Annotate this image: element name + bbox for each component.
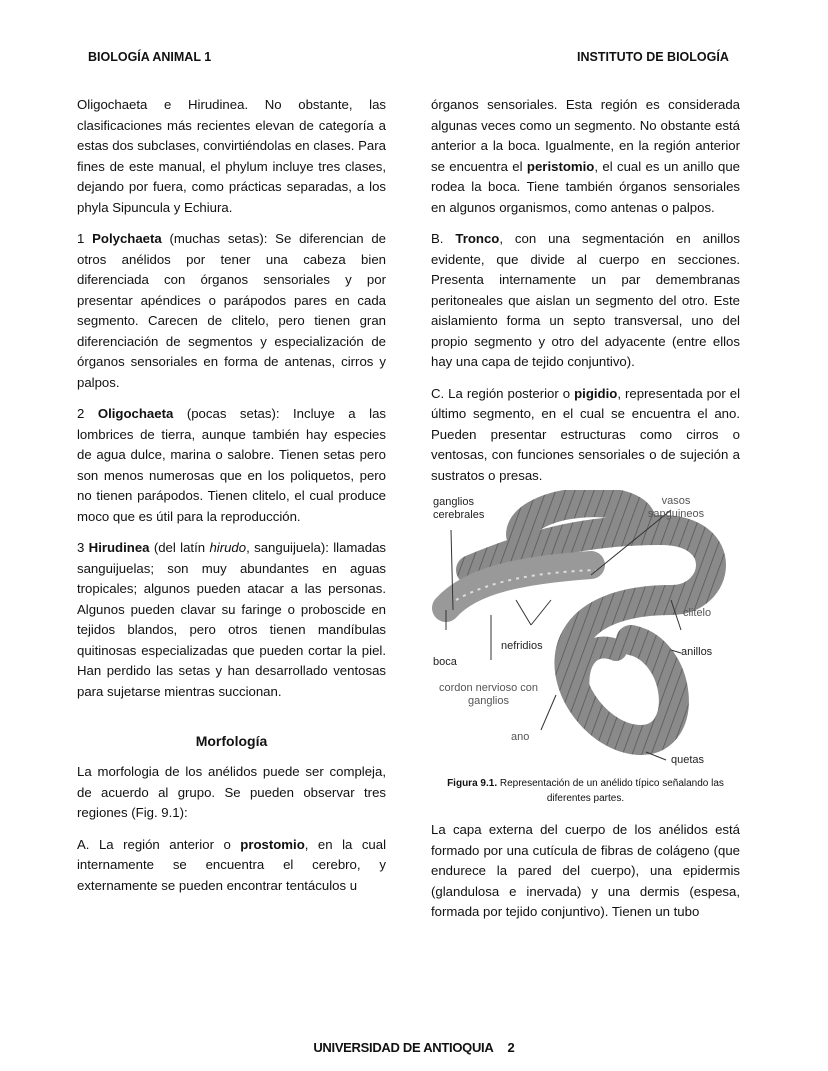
text: , con una segmentación en anillos evidente, que divide al cuerpo en secciones. Presenta internamente un par demembranas peritoneales que aislan un segmento del otro. Este aislamiento forma un septo transversal, uno del propio segmento y otro del adyacente (entre ellos hay una capa de tejido conjuntivo).	[431, 231, 740, 369]
figure-caption	[431, 776, 740, 806]
text: (muchas setas): Se diferencian de otros anélidos por tener una cabeza bien diferenciada con órganos sensoriales y por presentar apéndices o parápodos pares en cada segmento. Carecen de clitelo, pero tienen gran diferenciación de segmentos y especialización de órganos sensoriales en forma de antenas, cirros y palpos.	[77, 231, 387, 390]
text: , sanguijuela): llamadas sanguijuelas; son muy abundantes en aguas tropicales; algunos pueden atacar a las personas. Algunos pueden clavar su faringe o proboscide en tejidos blandos, pero otros tienen mandíbulas quitinosas especializadas que pueden cortar la piel. Han perdido las setas y han desarrollado ventosas para sujetarse mientras succionan.	[77, 540, 386, 699]
label-boca: boca	[433, 656, 457, 668]
paragraph-polychaeta	[77, 229, 386, 393]
label-vasos-sanguineos: vasos sanguineos	[647, 495, 705, 520]
text: B.	[431, 231, 456, 246]
label-ganglios-cerebrales: ganglios cerebrales	[433, 496, 485, 521]
paragraph: La morfologia de los anélidos puede ser compleja, de acuerdo al grupo. Se pueden observar tres regiones (Fig. 9.1):	[77, 764, 386, 820]
page-number: 2	[507, 1040, 515, 1055]
label-nefridios: nefridios	[501, 640, 543, 652]
caption-label: Figura 9.1.	[447, 778, 498, 789]
term: Polychaeta	[92, 231, 162, 246]
paragraph-oligochaeta	[77, 404, 386, 527]
term: pigidio	[574, 385, 618, 401]
paragraph-peristomio	[431, 95, 740, 218]
text: , representada por el último segmento, en el cual se encuentra el ano. Pueden presentar estructuras como cirros o ventosas, con funciones sensoriales o de sujeción a sustratos o presas.	[431, 385, 740, 483]
header-right: INSTITUTO DE BIOLOGÍA	[577, 50, 729, 64]
text: , en la cual internamente se encuentra el cerebro, y externamente se pueden encontrar tentáculos u	[77, 836, 387, 893]
caption-text: Representación de un anélido típico señalando las diferentes partes.	[497, 778, 724, 804]
section-title: Morfología	[195, 733, 268, 749]
right-column	[431, 95, 740, 934]
label-anillos: anillos	[681, 646, 713, 658]
text: (del latín	[149, 540, 210, 555]
label-ano: ano	[511, 731, 530, 743]
text: , el cual es un anillo que rodea la boca. Tiene también órganos sensoriales en algunos organismos, como antenas o palpos.	[431, 158, 740, 215]
paragraph-tronco	[431, 229, 740, 373]
term: peristomio	[526, 158, 595, 174]
text: 1	[77, 231, 93, 246]
annelid-illustration	[431, 490, 740, 770]
label-cordon-nervioso: cordon nervioso con ganglios	[438, 682, 539, 707]
text: órganos sensoriales. Esta región es considerada algunas veces como un segmento. No obstante está anterior a la boca. Igualmente, en la región anterior se encuentra el	[431, 97, 740, 174]
term: Hirudinea	[88, 540, 150, 555]
text: 2	[77, 406, 98, 421]
paragraph-hirudinea	[77, 538, 386, 702]
header-left: BIOLOGÍA ANIMAL 1	[88, 50, 212, 64]
text: 3	[77, 540, 89, 555]
paragraph-prostomio	[77, 835, 386, 897]
annelid-figure	[431, 490, 740, 770]
term: Oligochaeta	[97, 406, 174, 421]
paragraph: Oligochaeta e Hirudinea. No obstante, las clasificaciones más recientes elevan de categoría a estas dos subclases, convirtiéndolas en clases. Para fines de este manual, el phylum incluye tres clases, dejando por fuera, como prácticas separadas, a los phyla Sipuncula y Echiura.	[77, 97, 386, 215]
left-column	[77, 95, 386, 907]
term: prostomio	[240, 836, 305, 852]
term: Tronco	[455, 231, 500, 246]
label-quetas: quetas	[671, 754, 705, 766]
footer-institution: UNIVERSIDAD DE ANTIOQUIA	[313, 1040, 494, 1055]
text: A. La región anterior o	[77, 836, 241, 852]
label-clitelo: clitelo	[683, 607, 712, 619]
italic-term: hirudo	[209, 540, 247, 555]
paragraph-pigidio	[431, 384, 740, 487]
paragraph: La capa externa del cuerpo de los anélidos está formado por una cutícula de fibras de colágeno (que endurece la pared del cuerpo), una epidermis (glandulosa e inervada) y una dermis (espesa, formada por tejido conjuntivo). Tienen un tubo	[431, 822, 740, 919]
text: C. La región posterior o	[431, 385, 575, 401]
footer	[0, 1040, 828, 1056]
text: (pocas setas): Incluye a las lombrices de tierra, aunque también hay especies de agua dulce, marina o salobre. Tienen setas pero son menos numerosas que en los poliquetos, pero no tienen parápodos. Tienen clitelo, el cual produce moco que es útil para la reproducción.	[77, 406, 386, 524]
